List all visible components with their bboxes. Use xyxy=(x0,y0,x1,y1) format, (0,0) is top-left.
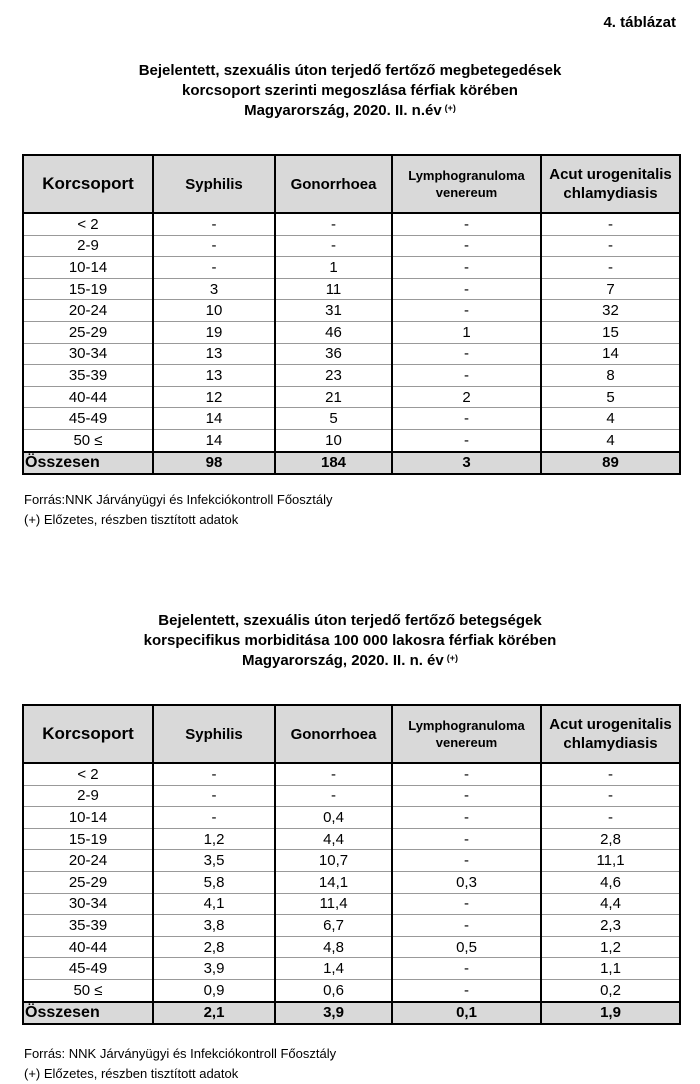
table1-title xyxy=(0,61,700,121)
value-cell: - xyxy=(153,213,275,235)
col-header-syphilis: Syphilis xyxy=(153,705,275,763)
value-cell: - xyxy=(153,235,275,257)
value-cell: - xyxy=(153,785,275,807)
value-cell: 5 xyxy=(541,386,680,408)
value-cell: 0,3 xyxy=(392,871,541,893)
age-group-cell: 50 ≤ xyxy=(23,979,153,1001)
table-row xyxy=(23,871,680,893)
table1-title-sup: (+) xyxy=(444,103,456,113)
value-cell: 31 xyxy=(275,300,392,322)
value-cell: 4,8 xyxy=(275,936,392,958)
table1-body xyxy=(23,213,680,474)
value-cell: - xyxy=(392,828,541,850)
value-cell: 7 xyxy=(541,278,680,300)
table2-source: Forrás: NNK Járványügyi és Infekciókontroll Főosztály xyxy=(24,1046,337,1061)
total-label: Összesen xyxy=(23,452,153,474)
table-row xyxy=(23,763,680,785)
value-cell: - xyxy=(541,235,680,257)
total-row xyxy=(23,1002,680,1024)
table-row xyxy=(23,785,680,807)
value-cell: - xyxy=(392,785,541,807)
table-row xyxy=(23,936,680,958)
table-row xyxy=(23,365,680,387)
table2-title-line1: Bejelentett, szexuális úton terjedő fertőző betegségek xyxy=(158,612,542,629)
value-cell: 15 xyxy=(541,321,680,343)
age-group-cell: 30-34 xyxy=(23,343,153,365)
age-group-cell: 45-49 xyxy=(23,958,153,980)
value-cell: 14 xyxy=(541,343,680,365)
value-cell: 11 xyxy=(275,278,392,300)
table-row xyxy=(23,893,680,915)
table2-notes xyxy=(24,1044,336,1084)
table1-title-line1: Bejelentett, szexuális úton terjedő fertőző megbetegedések xyxy=(138,62,562,79)
value-cell: 8 xyxy=(541,365,680,387)
value-cell: - xyxy=(392,429,541,451)
table2-title-line2: korspecifikus morbiditása 100 000 lakosra férfiak körében xyxy=(143,632,557,649)
value-cell: - xyxy=(541,213,680,235)
table-row xyxy=(23,408,680,430)
value-cell: 1,2 xyxy=(153,828,275,850)
table2-header-row xyxy=(23,705,680,763)
col-header-lymphogranuloma: Lymphogranuloma venereum xyxy=(392,705,541,763)
value-cell: 1,4 xyxy=(275,958,392,980)
table2-title-sup: (+) xyxy=(446,653,458,663)
value-cell: - xyxy=(392,365,541,387)
table2 xyxy=(22,704,681,1025)
age-group-cell: 2-9 xyxy=(23,235,153,257)
value-cell: 21 xyxy=(275,386,392,408)
table1-title-line3: Magyarország, 2020. II. n.év (+) xyxy=(244,102,456,119)
age-group-cell: 2-9 xyxy=(23,785,153,807)
value-cell: 12 xyxy=(153,386,275,408)
value-cell: 4 xyxy=(541,429,680,451)
value-cell: 3,9 xyxy=(153,958,275,980)
value-cell: - xyxy=(153,257,275,279)
age-group-cell: < 2 xyxy=(23,213,153,235)
value-cell: - xyxy=(153,807,275,829)
table1-notes xyxy=(24,490,333,530)
table-row xyxy=(23,321,680,343)
value-cell: 2,8 xyxy=(153,936,275,958)
value-cell: 23 xyxy=(275,365,392,387)
value-cell: 0,6 xyxy=(275,979,392,1001)
table-row xyxy=(23,386,680,408)
value-cell: 36 xyxy=(275,343,392,365)
table-row xyxy=(23,278,680,300)
age-group-cell: 25-29 xyxy=(23,871,153,893)
table-row xyxy=(23,828,680,850)
value-cell: 2 xyxy=(392,386,541,408)
value-cell: 14,1 xyxy=(275,871,392,893)
value-cell: 1,2 xyxy=(541,936,680,958)
value-cell: - xyxy=(392,213,541,235)
age-group-cell: 35-39 xyxy=(23,365,153,387)
table1-header-row xyxy=(23,155,680,213)
age-group-cell: 30-34 xyxy=(23,893,153,915)
table-row xyxy=(23,850,680,872)
value-cell: - xyxy=(541,257,680,279)
value-cell: 13 xyxy=(153,343,275,365)
total-value-cell: 184 xyxy=(275,452,392,474)
table-row xyxy=(23,300,680,322)
table-row xyxy=(23,343,680,365)
value-cell: - xyxy=(392,893,541,915)
value-cell: 4 xyxy=(541,408,680,430)
table2-note: (+) Előzetes, részben tisztított adatok xyxy=(24,1066,239,1081)
value-cell: - xyxy=(541,763,680,785)
value-cell: 3,5 xyxy=(153,850,275,872)
total-label: Összesen xyxy=(23,1002,153,1024)
total-value-cell: 1,9 xyxy=(541,1002,680,1024)
value-cell: 6,7 xyxy=(275,915,392,937)
value-cell: 10,7 xyxy=(275,850,392,872)
col-header-syphilis: Syphilis xyxy=(153,155,275,213)
age-group-cell: 10-14 xyxy=(23,257,153,279)
col-header-lymphogranuloma: Lymphogranuloma venereum xyxy=(392,155,541,213)
age-group-cell: 20-24 xyxy=(23,850,153,872)
table-row xyxy=(23,429,680,451)
value-cell: 4,1 xyxy=(153,893,275,915)
value-cell: - xyxy=(392,235,541,257)
age-group-cell: 25-29 xyxy=(23,321,153,343)
value-cell: 0,9 xyxy=(153,979,275,1001)
value-cell: - xyxy=(275,785,392,807)
value-cell: 3 xyxy=(153,278,275,300)
value-cell: - xyxy=(541,807,680,829)
total-value-cell: 2,1 xyxy=(153,1002,275,1024)
age-group-cell: 45-49 xyxy=(23,408,153,430)
value-cell: 0,5 xyxy=(392,936,541,958)
table-row xyxy=(23,235,680,257)
table-row xyxy=(23,213,680,235)
value-cell: - xyxy=(392,979,541,1001)
table-row xyxy=(23,915,680,937)
value-cell: 4,4 xyxy=(541,893,680,915)
table-row xyxy=(23,807,680,829)
table-row xyxy=(23,257,680,279)
value-cell: - xyxy=(392,850,541,872)
value-cell: 11,1 xyxy=(541,850,680,872)
col-header-gonorrhoea: Gonorrhoea xyxy=(275,155,392,213)
table2-body xyxy=(23,763,680,1024)
value-cell: - xyxy=(392,915,541,937)
value-cell: - xyxy=(392,257,541,279)
value-cell: 2,8 xyxy=(541,828,680,850)
total-value-cell: 98 xyxy=(153,452,275,474)
value-cell: 0,4 xyxy=(275,807,392,829)
total-value-cell: 3 xyxy=(392,452,541,474)
col-header-korcsoport: Korcsoport xyxy=(23,705,153,763)
table2-title xyxy=(0,611,700,671)
value-cell: 1 xyxy=(392,321,541,343)
age-group-cell: < 2 xyxy=(23,763,153,785)
table-row xyxy=(23,979,680,1001)
value-cell: 19 xyxy=(153,321,275,343)
table-number: 4. táblázat xyxy=(603,14,676,31)
table1 xyxy=(22,154,681,475)
value-cell: 1 xyxy=(275,257,392,279)
value-cell: - xyxy=(275,763,392,785)
col-header-chlamydiasis: Acut urogenitalis chlamydiasis xyxy=(541,705,680,763)
age-group-cell: 10-14 xyxy=(23,807,153,829)
value-cell: - xyxy=(392,408,541,430)
value-cell: - xyxy=(541,785,680,807)
value-cell: - xyxy=(392,343,541,365)
age-group-cell: 40-44 xyxy=(23,936,153,958)
value-cell: 10 xyxy=(275,429,392,451)
value-cell: 5,8 xyxy=(153,871,275,893)
table2-title-line3: Magyarország, 2020. II. n. év (+) xyxy=(241,652,458,669)
total-value-cell: 0,1 xyxy=(392,1002,541,1024)
value-cell: 32 xyxy=(541,300,680,322)
total-value-cell: 3,9 xyxy=(275,1002,392,1024)
value-cell: - xyxy=(275,235,392,257)
table1-title-line2: korcsoport szerinti megoszlása férfiak körében xyxy=(182,82,518,99)
value-cell: - xyxy=(392,763,541,785)
age-group-cell: 20-24 xyxy=(23,300,153,322)
age-group-cell: 15-19 xyxy=(23,828,153,850)
total-row xyxy=(23,452,680,474)
value-cell: 10 xyxy=(153,300,275,322)
value-cell: 13 xyxy=(153,365,275,387)
value-cell: - xyxy=(392,300,541,322)
col-header-chlamydiasis: Acut urogenitalis chlamydiasis xyxy=(541,155,680,213)
age-group-cell: 50 ≤ xyxy=(23,429,153,451)
col-header-gonorrhoea: Gonorrhoea xyxy=(275,705,392,763)
value-cell: 1,1 xyxy=(541,958,680,980)
table1-note: (+) Előzetes, részben tisztított adatok xyxy=(24,512,239,527)
value-cell: 3,8 xyxy=(153,915,275,937)
age-group-cell: 40-44 xyxy=(23,386,153,408)
value-cell: 46 xyxy=(275,321,392,343)
col-header-korcsoport: Korcsoport xyxy=(23,155,153,213)
value-cell: - xyxy=(392,958,541,980)
value-cell: 14 xyxy=(153,408,275,430)
age-group-cell: 15-19 xyxy=(23,278,153,300)
value-cell: 5 xyxy=(275,408,392,430)
table1-source: Forrás:NNK Járványügyi és Infekciókontroll Főosztály xyxy=(24,492,333,507)
value-cell: 4,4 xyxy=(275,828,392,850)
value-cell: 14 xyxy=(153,429,275,451)
value-cell: - xyxy=(392,807,541,829)
value-cell: 11,4 xyxy=(275,893,392,915)
value-cell: - xyxy=(275,213,392,235)
value-cell: - xyxy=(153,763,275,785)
total-value-cell: 89 xyxy=(541,452,680,474)
value-cell: 2,3 xyxy=(541,915,680,937)
value-cell: - xyxy=(392,278,541,300)
table-row xyxy=(23,958,680,980)
value-cell: 0,2 xyxy=(541,979,680,1001)
age-group-cell: 35-39 xyxy=(23,915,153,937)
value-cell: 4,6 xyxy=(541,871,680,893)
